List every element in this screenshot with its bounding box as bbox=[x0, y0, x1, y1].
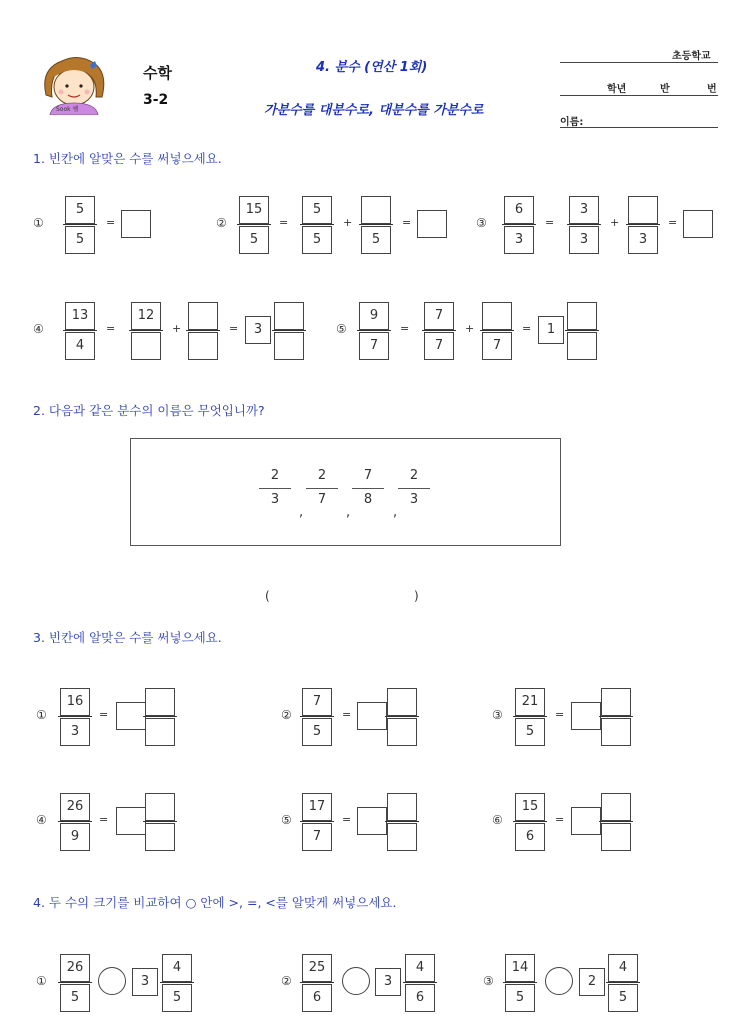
whole-number: 3 bbox=[375, 968, 401, 996]
school-label: 초등학교 bbox=[672, 51, 711, 62]
q1-item-1-fraction bbox=[65, 196, 95, 254]
fraction-bar bbox=[357, 330, 391, 331]
unit-subtitle: 가분수를 대분수로, 대분수를 가분수로 bbox=[264, 103, 484, 118]
equals-sign: = bbox=[99, 708, 109, 721]
whole-answer-box[interactable] bbox=[116, 702, 146, 730]
fraction-bar bbox=[300, 224, 334, 225]
denominator: 3 bbox=[504, 226, 534, 254]
q2-fraction-1 bbox=[260, 468, 290, 507]
fraction-bar bbox=[300, 716, 334, 717]
denominator: 3 bbox=[569, 226, 599, 254]
subject: 수학 bbox=[143, 64, 172, 82]
numerator: 25 bbox=[302, 954, 332, 982]
q3-item-5-label: ⑤ bbox=[281, 813, 292, 827]
comparison-circle[interactable] bbox=[98, 967, 126, 995]
q3-item-5-mixed-fraction bbox=[387, 793, 417, 851]
equals-sign: = bbox=[99, 813, 109, 826]
q1-item-2-fraction-b bbox=[302, 196, 332, 254]
q4-item-3-label: ③ bbox=[483, 974, 494, 988]
numerator: 7 bbox=[424, 302, 454, 330]
fraction-bar bbox=[422, 330, 456, 331]
denominator-answer-box[interactable] bbox=[188, 332, 218, 360]
fraction-bar bbox=[58, 821, 92, 822]
fraction-bar bbox=[186, 330, 220, 331]
question-2-title: 2. 다음과 같은 분수의 이름은 무엇입니까? bbox=[33, 403, 265, 418]
numerator-answer-box[interactable] bbox=[387, 793, 417, 821]
name-label: 이름: bbox=[560, 117, 584, 128]
equals-sign: = bbox=[106, 322, 116, 335]
q3-item-4-mixed-fraction bbox=[145, 793, 175, 851]
question-1-title: 1. 빈칸에 알맞은 수를 써넣으세요. bbox=[33, 151, 222, 166]
plus-sign: + bbox=[172, 322, 182, 335]
q1-item-4-fraction-a bbox=[65, 302, 95, 360]
denominator-answer-box[interactable] bbox=[387, 718, 417, 746]
q3-item-1-mixed-fraction bbox=[145, 688, 175, 746]
q3-item-6-fraction bbox=[515, 793, 545, 851]
numerator: 2 bbox=[317, 468, 327, 483]
q1-item-3-fraction-c bbox=[628, 196, 658, 254]
whole-answer-box[interactable] bbox=[357, 807, 387, 835]
numerator: 4 bbox=[162, 954, 192, 982]
numerator-answer-box[interactable] bbox=[387, 688, 417, 716]
denominator-answer-box[interactable] bbox=[274, 332, 304, 360]
whole-answer-box[interactable] bbox=[571, 807, 601, 835]
q1-item-5-fraction-a bbox=[359, 302, 389, 360]
q3-item-1-label: ① bbox=[36, 708, 47, 722]
answer-box[interactable] bbox=[121, 210, 151, 238]
equals-sign: = bbox=[668, 216, 678, 229]
q1-item-3-fraction-b bbox=[569, 196, 599, 254]
q1-item-3-fraction-a bbox=[504, 196, 534, 254]
fraction-bar bbox=[403, 982, 437, 983]
denominator: 8 bbox=[363, 492, 373, 507]
numerator-answer-box[interactable] bbox=[628, 196, 658, 224]
whole-number: 2 bbox=[579, 968, 605, 996]
plus-sign: + bbox=[343, 216, 353, 229]
q1-item-2-fraction-a bbox=[239, 196, 269, 254]
fraction-bar bbox=[58, 982, 92, 983]
fraction-bar bbox=[599, 716, 633, 717]
avatar bbox=[38, 55, 110, 115]
school-line bbox=[560, 62, 718, 63]
q1-item-5-fraction-b bbox=[424, 302, 454, 360]
q4-item-3-mixed-fraction bbox=[608, 954, 638, 1012]
denominator: 3 bbox=[270, 492, 280, 507]
fraction-bar bbox=[58, 716, 92, 717]
fraction-display-box bbox=[130, 438, 561, 546]
denominator-answer-box[interactable] bbox=[145, 718, 175, 746]
answer-box[interactable] bbox=[683, 210, 713, 238]
numerator: 17 bbox=[302, 793, 332, 821]
denominator: 7 bbox=[317, 492, 327, 507]
numerator: 2 bbox=[409, 468, 419, 483]
fraction-bar bbox=[143, 716, 177, 717]
equals-sign: = bbox=[229, 322, 239, 335]
q3-item-5-fraction bbox=[302, 793, 332, 851]
comparison-circle[interactable] bbox=[545, 967, 573, 995]
numerator-answer-box[interactable] bbox=[274, 302, 304, 330]
q4-item-1-label: ① bbox=[36, 974, 47, 988]
q3-item-2-fraction bbox=[302, 688, 332, 746]
denominator: 5 bbox=[162, 984, 192, 1012]
numerator: 4 bbox=[608, 954, 638, 982]
denominator: 5 bbox=[515, 718, 545, 746]
q3-item-2-mixed-fraction bbox=[387, 688, 417, 746]
denominator: 3 bbox=[628, 226, 658, 254]
equals-sign: = bbox=[106, 216, 116, 229]
number-label: 번 bbox=[707, 84, 717, 95]
numerator: 15 bbox=[515, 793, 545, 821]
name-line bbox=[560, 127, 718, 128]
fraction-bar bbox=[385, 821, 419, 822]
numerator-answer-box[interactable] bbox=[145, 688, 175, 716]
plus-sign: + bbox=[465, 322, 475, 335]
comma: , bbox=[299, 505, 304, 520]
denominator: 6 bbox=[405, 984, 435, 1012]
equals-sign: = bbox=[402, 216, 412, 229]
fraction-bar bbox=[300, 982, 334, 983]
numerator: 5 bbox=[302, 196, 332, 224]
numerator: 6 bbox=[504, 196, 534, 224]
q3-item-3-fraction bbox=[515, 688, 545, 746]
unit-title: 4. 분수 (연산 1회) bbox=[316, 60, 428, 75]
denominator: 3 bbox=[60, 718, 90, 746]
fraction-bar bbox=[300, 821, 334, 822]
numerator: 12 bbox=[131, 302, 161, 330]
numerator: 7 bbox=[302, 688, 332, 716]
q3-item-3-mixed-fraction bbox=[601, 688, 631, 746]
plus-sign: + bbox=[610, 216, 620, 229]
numerator-answer-box[interactable] bbox=[601, 688, 631, 716]
fraction-bar bbox=[63, 330, 97, 331]
equals-sign: = bbox=[545, 216, 555, 229]
fraction-bar bbox=[129, 330, 163, 331]
denominator: 4 bbox=[65, 332, 95, 360]
q3-item-4-fraction bbox=[60, 793, 90, 851]
fraction-bar bbox=[513, 821, 547, 822]
numerator: 21 bbox=[515, 688, 545, 716]
denominator-answer-box[interactable] bbox=[131, 332, 161, 360]
numerator: 4 bbox=[405, 954, 435, 982]
denominator: 3 bbox=[409, 492, 419, 507]
fraction-bar bbox=[565, 330, 599, 331]
denominator-answer-box[interactable] bbox=[567, 332, 597, 360]
numerator: 3 bbox=[569, 196, 599, 224]
denominator: 5 bbox=[60, 984, 90, 1012]
grade: 3-2 bbox=[143, 92, 169, 108]
denominator: 7 bbox=[482, 332, 512, 360]
denominator: 6 bbox=[302, 984, 332, 1012]
q2-fraction-3 bbox=[353, 468, 383, 507]
q4-item-2-label: ② bbox=[281, 974, 292, 988]
comma: , bbox=[393, 505, 398, 520]
fraction-bar bbox=[359, 224, 393, 225]
equals-sign: = bbox=[400, 322, 410, 335]
fraction-bar bbox=[160, 982, 194, 983]
question-4-title: 4. 두 수의 크기를 비교하여 ○ 안에 >, =, <를 알맞게 써넣으세요. bbox=[33, 895, 397, 910]
whole-answer-box[interactable] bbox=[571, 702, 601, 730]
q4-item-1-mixed-fraction bbox=[162, 954, 192, 1012]
q1-item-3-label: ③ bbox=[476, 216, 487, 230]
comparison-circle[interactable] bbox=[342, 967, 370, 995]
denominator-answer-box[interactable] bbox=[601, 718, 631, 746]
numerator-answer-box[interactable] bbox=[567, 302, 597, 330]
numerator-answer-box[interactable] bbox=[188, 302, 218, 330]
denominator: 7 bbox=[302, 823, 332, 851]
equals-sign: = bbox=[522, 322, 532, 335]
q1-item-4-label: ④ bbox=[33, 322, 44, 336]
fraction-bar bbox=[513, 716, 547, 717]
whole-answer-box[interactable] bbox=[357, 702, 387, 730]
answer-box[interactable] bbox=[417, 210, 447, 238]
q3-item-4-label: ④ bbox=[36, 813, 47, 827]
numerator-answer-box[interactable] bbox=[482, 302, 512, 330]
q1-item-5-fraction-c bbox=[482, 302, 512, 360]
q3-item-6-mixed-fraction bbox=[601, 793, 631, 851]
numerator: 14 bbox=[505, 954, 535, 982]
q1-item-1-label: ① bbox=[33, 216, 44, 230]
whole-answer-box[interactable] bbox=[116, 807, 146, 835]
fraction-bar bbox=[502, 224, 536, 225]
denominator: 5 bbox=[361, 226, 391, 254]
denominator: 6 bbox=[515, 823, 545, 851]
q1-item-5-mixed-fraction bbox=[567, 302, 597, 360]
q4-item-1-fraction bbox=[60, 954, 90, 1012]
fraction-bar bbox=[626, 224, 660, 225]
numerator: 2 bbox=[270, 468, 280, 483]
denominator: 5 bbox=[505, 984, 535, 1012]
numerator: 26 bbox=[60, 793, 90, 821]
fraction-bar bbox=[567, 224, 601, 225]
avatar-caption: Sook 쌤 bbox=[56, 106, 79, 113]
numerator: 9 bbox=[359, 302, 389, 330]
q4-item-2-fraction bbox=[302, 954, 332, 1012]
denominator: 9 bbox=[60, 823, 90, 851]
numerator: 13 bbox=[65, 302, 95, 330]
answer-paren-open: ( bbox=[265, 589, 270, 603]
whole-number: 3 bbox=[245, 316, 271, 344]
denominator-answer-box[interactable] bbox=[387, 823, 417, 851]
fraction-bar bbox=[599, 821, 633, 822]
q3-item-2-label: ② bbox=[281, 708, 292, 722]
numerator: 5 bbox=[65, 196, 95, 224]
equals-sign: = bbox=[342, 813, 352, 826]
fraction-bar bbox=[385, 716, 419, 717]
numerator-answer-box[interactable] bbox=[601, 793, 631, 821]
q2-fraction-2 bbox=[307, 468, 337, 507]
numerator-answer-box[interactable] bbox=[145, 793, 175, 821]
fraction-bar bbox=[480, 330, 514, 331]
denominator: 5 bbox=[239, 226, 269, 254]
numerator: 26 bbox=[60, 954, 90, 982]
q1-item-2-label: ② bbox=[216, 216, 227, 230]
denominator-answer-box[interactable] bbox=[601, 823, 631, 851]
equals-sign: = bbox=[555, 813, 565, 826]
equals-sign: = bbox=[342, 708, 352, 721]
denominator: 5 bbox=[65, 226, 95, 254]
denominator: 5 bbox=[302, 718, 332, 746]
q2-fraction-4 bbox=[399, 468, 429, 507]
denominator: 7 bbox=[424, 332, 454, 360]
denominator-answer-box[interactable] bbox=[145, 823, 175, 851]
q4-item-3-fraction bbox=[505, 954, 535, 1012]
class-line bbox=[560, 95, 718, 96]
numerator: 7 bbox=[363, 468, 373, 483]
q1-item-2-fraction-c bbox=[361, 196, 391, 254]
q3-item-6-label: ⑥ bbox=[492, 813, 503, 827]
q1-item-5-label: ⑤ bbox=[336, 322, 347, 336]
q2-answer-field[interactable] bbox=[280, 586, 410, 606]
question-3-title: 3. 빈칸에 알맞은 수를 써넣으세요. bbox=[33, 630, 222, 645]
q3-item-3-label: ③ bbox=[492, 708, 503, 722]
equals-sign: = bbox=[555, 708, 565, 721]
numerator: 16 bbox=[60, 688, 90, 716]
fraction-bar bbox=[503, 982, 537, 983]
grade-label: 학년 bbox=[607, 84, 627, 95]
denominator: 7 bbox=[359, 332, 389, 360]
q1-item-4-fraction-c bbox=[188, 302, 218, 360]
q1-item-4-fraction-b bbox=[131, 302, 161, 360]
q3-item-1-fraction bbox=[60, 688, 90, 746]
answer-paren-close: ) bbox=[414, 589, 419, 603]
equals-sign: = bbox=[279, 216, 289, 229]
q4-item-2-mixed-fraction bbox=[405, 954, 435, 1012]
q1-item-4-mixed-fraction bbox=[274, 302, 304, 360]
whole-number: 3 bbox=[132, 968, 158, 996]
whole-number: 1 bbox=[538, 316, 564, 344]
class-label: 반 bbox=[660, 84, 670, 95]
comma: , bbox=[346, 505, 351, 520]
fraction-bar bbox=[143, 821, 177, 822]
fraction-bar bbox=[272, 330, 306, 331]
denominator: 5 bbox=[608, 984, 638, 1012]
fraction-bar bbox=[606, 982, 640, 983]
denominator: 5 bbox=[302, 226, 332, 254]
numerator-answer-box[interactable] bbox=[361, 196, 391, 224]
numerator: 15 bbox=[239, 196, 269, 224]
fraction-bar bbox=[237, 224, 271, 225]
fraction-bar bbox=[63, 224, 97, 225]
